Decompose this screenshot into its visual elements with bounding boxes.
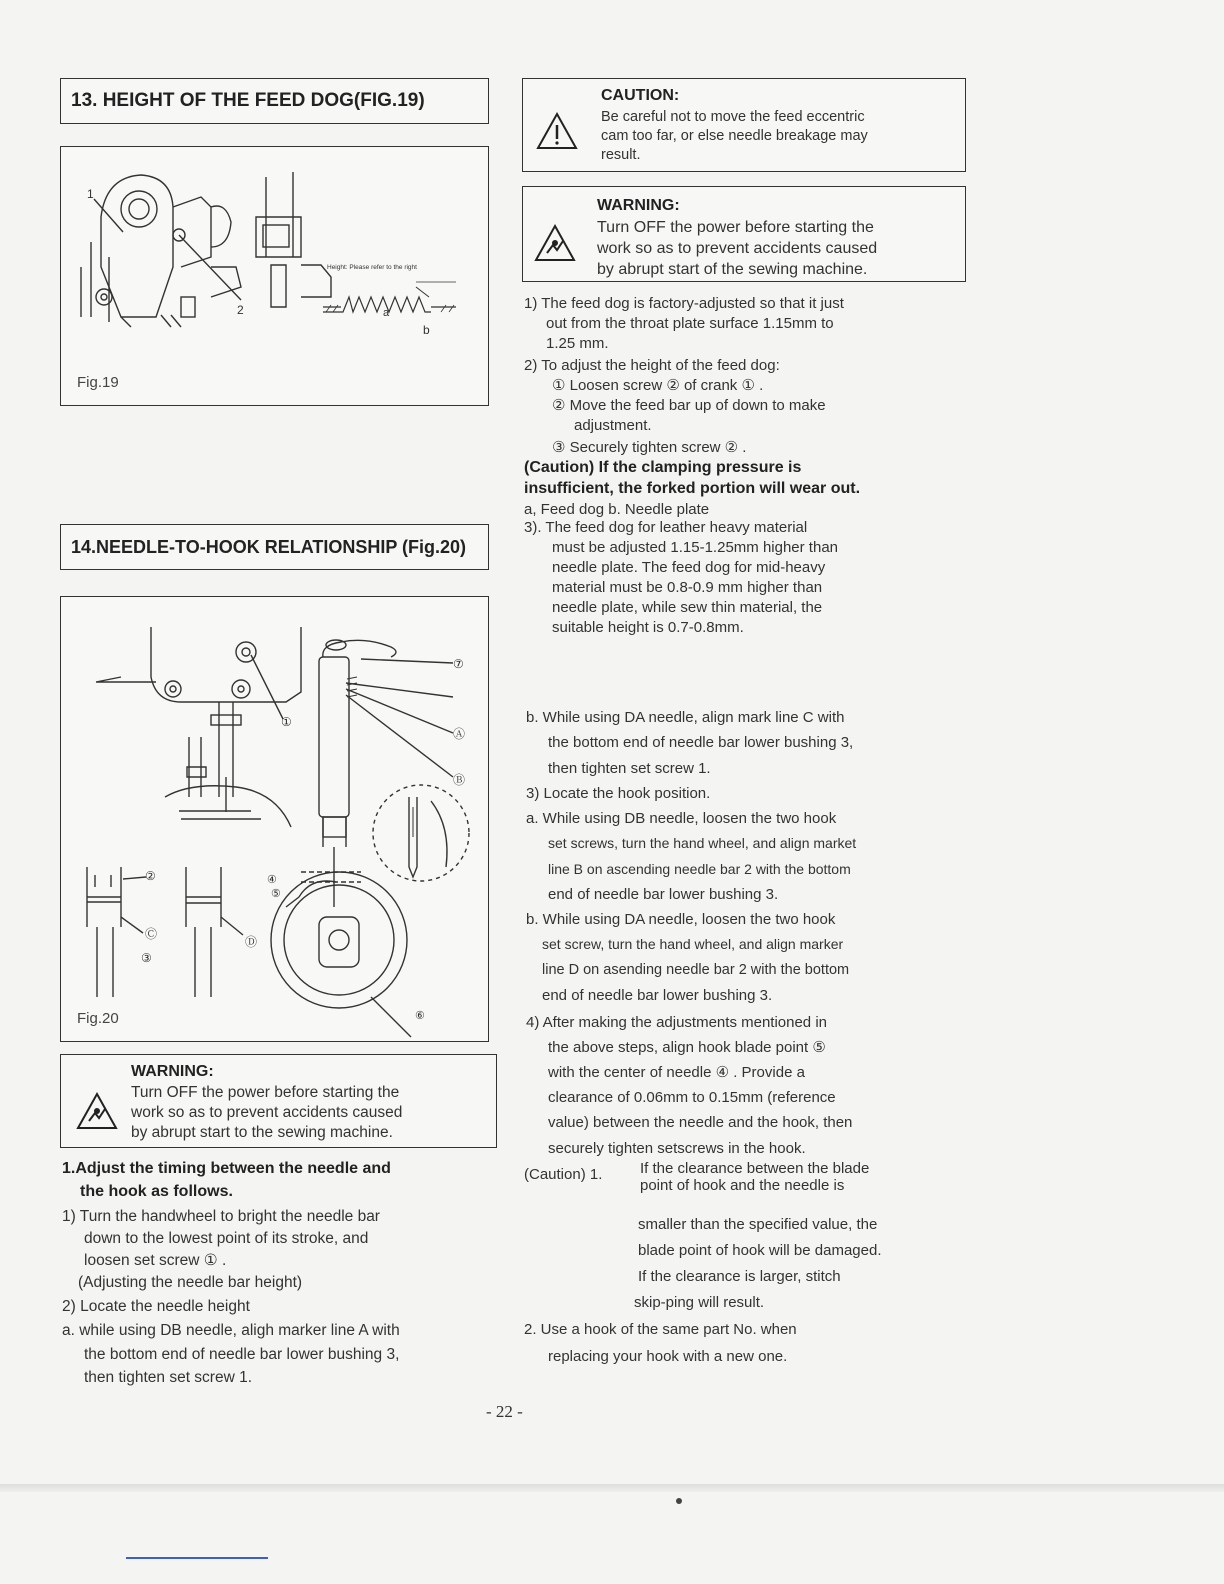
fig20-callout-6: ⑥	[415, 1010, 425, 1022]
fig19-callout-1: 1	[87, 187, 94, 201]
caution-triangle-icon	[535, 111, 579, 151]
text-line: value) between the needle and the hook, then	[548, 1114, 853, 1131]
warning-1-body	[597, 217, 963, 280]
warning-2-line: by abrupt start to the sewing machine.	[131, 1124, 393, 1141]
section-14-heading-text: 14.NEEDLE-TO-HOOK RELATIONSHIP (Fig.20)	[71, 536, 467, 557]
text-line: replacing your hook with a new one.	[548, 1348, 788, 1365]
text-line: must be adjusted 1.15-1.25mm higher than	[552, 539, 839, 556]
text-line: line B on ascending needle bar 2 with the bottom	[548, 861, 851, 877]
caution-body	[601, 108, 961, 165]
warning-2-line: Turn OFF the power before starting the	[131, 1084, 400, 1101]
electric-warning-icon	[533, 223, 577, 263]
warning-1-line: Turn OFF the power before starting the	[597, 219, 874, 236]
caution-line: cam too far, or else needle breakage may	[601, 128, 868, 144]
fig19-label: Fig.19	[77, 374, 119, 391]
scan-edge-shadow	[0, 1484, 1224, 1492]
text-line: a, Feed dog b. Needle plate	[524, 501, 710, 518]
text-line: the bottom end of needle bar lower bushing 3,	[84, 1346, 400, 1363]
text-line: loosen set screw ① .	[84, 1252, 227, 1269]
fig20-callout-2: ②	[145, 869, 156, 883]
text-line: b. While using DA needle, loosen the two hook	[526, 911, 836, 928]
caution-line: smaller than the specified value, the	[638, 1216, 878, 1233]
text-line: line D on asending needle bar 2 with the bottom	[542, 962, 850, 978]
section-13-heading	[60, 78, 489, 124]
caution-line: Be careful not to move the feed eccentric	[601, 109, 865, 125]
text-line: down to the lowest point of its stroke, and	[84, 1230, 369, 1247]
text-line: then tighten set screw 1.	[548, 760, 711, 777]
text-line: a. while using DB needle, aligh marker line A with	[62, 1322, 400, 1339]
fig20-callout-c: Ⓒ	[145, 927, 158, 941]
text-line: end of needle bar lower bushing 3.	[548, 886, 779, 903]
text-line: 4) After making the adjustments mentioned in	[526, 1014, 827, 1031]
warning-2-body	[131, 1083, 493, 1143]
text-line: set screws, turn the hand wheel, and align market	[548, 835, 857, 851]
figure-19-drawing	[61, 147, 487, 404]
figure-20	[60, 596, 489, 1042]
text-line: 1) Turn the handwheel to bright the needle bar	[62, 1208, 380, 1225]
fig20-callout-1: ①	[281, 715, 292, 729]
fig20-callout-5: ⑤	[271, 888, 281, 900]
text-line: suitable height is 0.7-0.8mm.	[552, 619, 744, 636]
caution-line: If the clearance is larger, stitch	[638, 1268, 841, 1285]
text-line: needle plate, while sew thin material, the	[552, 599, 823, 616]
warning-box-2	[60, 1054, 497, 1148]
text-line: 1) The feed dog is factory-adjusted so that it just	[524, 295, 844, 312]
text-line: 2) Locate the needle height	[62, 1298, 250, 1315]
text-line: (Adjusting the needle bar height)	[78, 1274, 303, 1291]
warning-2-title: WARNING:	[131, 1063, 214, 1080]
caution-prefix: (Caution) 1.	[524, 1166, 603, 1183]
caution-title: CAUTION:	[601, 87, 680, 104]
text-line: out from the throat plate surface 1.15mm to	[546, 315, 834, 332]
fig20-label: Fig.20	[77, 1010, 119, 1027]
text-line: a. While using DB needle, loosen the two hook	[526, 810, 837, 827]
caution-line: skip-ping will result.	[634, 1294, 765, 1311]
text-line: 3) Locate the hook position.	[526, 785, 711, 802]
section-14-heading	[60, 524, 489, 570]
text-line: clearance of 0.06mm to 0.15mm (reference	[548, 1089, 836, 1106]
text-line: b. While using DA needle, align mark line C with	[526, 709, 845, 726]
caution-line: blade point of hook will be damaged.	[638, 1242, 882, 1259]
text-line: then tighten set screw 1.	[84, 1369, 253, 1386]
warning-box-1	[522, 186, 966, 282]
fig19-callout-a: a	[383, 307, 390, 319]
fig20-callout-3: ③	[141, 951, 152, 965]
figure-19	[60, 146, 489, 406]
scan-dot	[676, 1498, 682, 1504]
figure-20-drawing	[61, 597, 487, 1040]
text-line: 1.25 mm.	[546, 335, 609, 352]
timing-heading-line: 1.Adjust the timing between the needle and	[62, 1160, 391, 1177]
text-line: needle plate. The feed dog for mid-heavy	[552, 559, 826, 576]
fig20-callout-b: Ⓑ	[453, 773, 466, 787]
fig19-height-note: Height: Please refer to the right	[327, 264, 417, 271]
text-line: material must be 0.8-0.9 mm higher than	[552, 579, 823, 596]
text-line: with the center of needle ④ . Provide a	[548, 1064, 805, 1081]
electric-warning-icon	[75, 1091, 119, 1131]
fig19-callout-2: 2	[237, 303, 244, 317]
text-line: the bottom end of needle bar lower bushing 3,	[548, 734, 854, 751]
text-line: 2. Use a hook of the same part No. when	[524, 1321, 797, 1338]
text-line: end of needle bar lower bushing 3.	[542, 987, 773, 1004]
section-13-heading-text: 13. HEIGHT OF THE FEED DOG(FIG.19)	[71, 90, 425, 111]
fig20-callout-7: ⑦	[453, 657, 464, 671]
fig20-callout-d: Ⓓ	[245, 935, 258, 949]
fig20-callout-a: Ⓐ	[453, 727, 466, 741]
text-line: adjustment.	[574, 417, 652, 434]
scan-blue-line	[126, 1557, 268, 1559]
text-line: 3). The feed dog for leather heavy material	[524, 519, 808, 536]
caution-line: point of hook and the needle is	[640, 1177, 845, 1194]
timing-heading-line: the hook as follows.	[80, 1183, 233, 1200]
warning-1-line: work so as to prevent accidents caused	[597, 240, 878, 257]
caution-bold-line: insufficient, the forked portion will wear out.	[524, 480, 861, 497]
text-line: the above steps, align hook blade point ⑤	[548, 1039, 826, 1056]
fig19-callout-b: b	[423, 323, 430, 337]
text-line: set screw, turn the hand wheel, and align marker	[542, 936, 844, 952]
text-line: ② Move the feed bar up of down to make	[552, 397, 826, 414]
text-line: securely tighten setscrews in the hook.	[548, 1140, 806, 1157]
warning-1-title: WARNING:	[597, 197, 680, 214]
caution-box	[522, 78, 966, 172]
caution-line: If the clearance between the blade	[640, 1160, 870, 1177]
fig20-callout-4: ④	[267, 874, 277, 886]
caution-bold-line: (Caution) If the clamping pressure is	[524, 459, 802, 476]
warning-2-line: work so as to prevent accidents caused	[131, 1104, 403, 1121]
page-number: - 22 -	[486, 1402, 523, 1421]
text-line: 2) To adjust the height of the feed dog:	[524, 357, 780, 374]
text-line: ③ Securely tighten screw ② .	[552, 439, 747, 456]
text-line: ① Loosen screw ② of crank ① .	[552, 377, 764, 394]
caution-line: result.	[601, 147, 641, 163]
warning-1-line: by abrupt start of the sewing machine.	[597, 261, 868, 278]
